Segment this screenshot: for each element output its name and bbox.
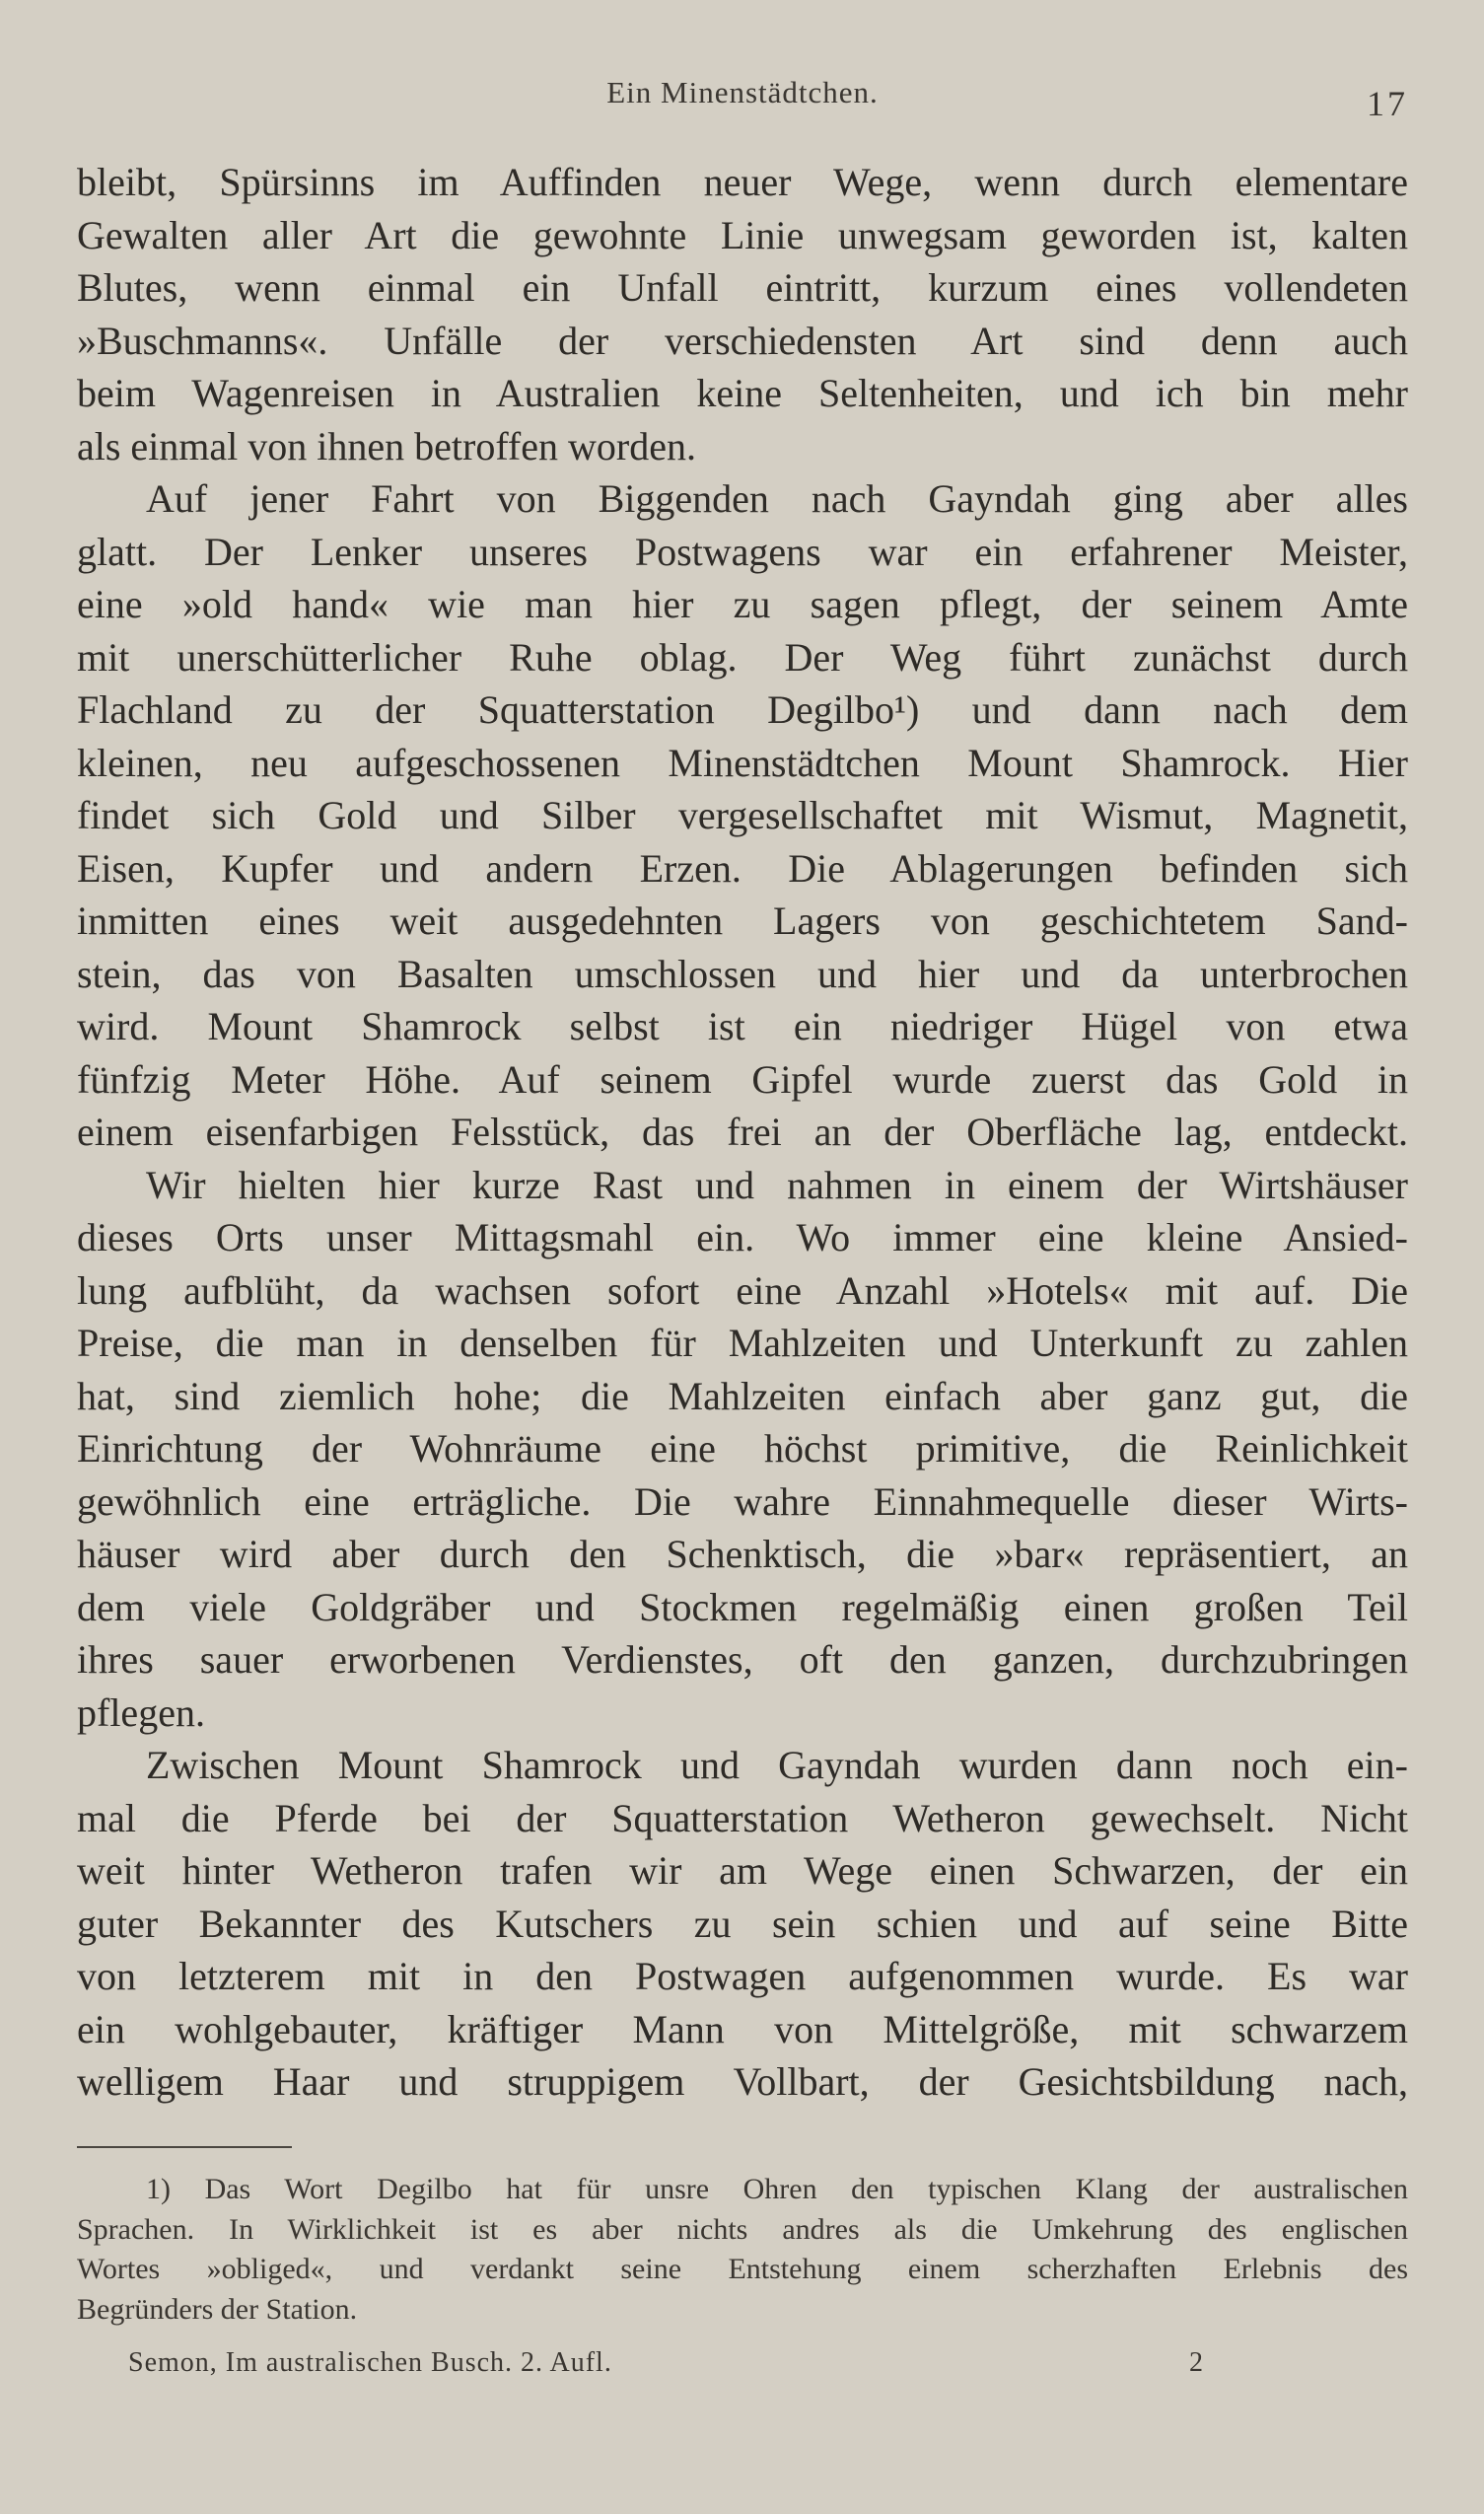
running-head: Ein Minenstädtchen. <box>606 75 879 109</box>
page-number: 17 <box>1367 84 1408 123</box>
text-line: mal die Pferde bei der Squatterstation Wetheron gewechselt. Nicht <box>77 1795 1408 1840</box>
printer-signature <box>128 2347 1203 2387</box>
text-line: eine »old hand« wie man hier zu sagen pflegt, der seinem Amte <box>77 582 1408 626</box>
text-line: dieses Orts unser Mittagsmahl ein. Wo immer eine kleine Ansied- <box>77 1215 1408 1259</box>
text-line: dem viele Goldgräber und Stockmen regelmäßig einen großen Teil <box>77 1584 1408 1629</box>
text-line: glatt. Der Lenker unseres Postwagens war ein erfahrener Meister, <box>77 529 1408 574</box>
footnote-line: 1) Das Wort Degilbo hat für unsre Ohren den typischen Klang der australischen <box>146 2173 1408 2205</box>
text-line: als einmal von ihnen betroffen worden. <box>77 423 696 468</box>
footnote-divider <box>77 2146 292 2148</box>
text-line: Auf jener Fahrt von Biggenden nach Gayndah ging aber alles <box>146 476 1408 521</box>
text-line: wird. Mount Shamrock selbst ist ein niedriger Hügel von etwa <box>77 1004 1408 1048</box>
text-line: mit unerschütterlicher Ruhe oblag. Der Weg führt zunächst durch <box>77 634 1408 680</box>
text-line: häuser wird aber durch den Schenktisch, die »bar« repräsentiert, an <box>77 1532 1408 1576</box>
footnote-line: Wortes »obliged«, und verdankt seine Entstehung einem scherzhaften Erlebnis des <box>77 2253 1408 2285</box>
text-line: fünfzig Meter Höhe. Auf seinem Gipfel wurde zuerst das Gold in <box>77 1056 1408 1102</box>
footnote <box>77 2170 1408 2330</box>
text-line: beim Wagenreisen in Australien keine Seltenheiten, und ich bin mehr <box>77 371 1408 415</box>
text-line: kleinen, neu aufgeschossenen Minenstädtchen Mount Shamrock. Hier <box>77 740 1408 785</box>
text-line: pflegen. <box>77 1689 205 1735</box>
text-line: Blutes, wenn einmal ein Unfall eintritt, kurzum eines vollendeten <box>77 265 1408 310</box>
text-line: lung aufblüht, da wachsen sofort eine Anzahl »Hotels« mit auf. Die <box>77 1267 1408 1313</box>
page-header <box>77 71 1408 123</box>
text-line: Eisen, Kupfer und andern Erzen. Die Ablagerungen befinden sich <box>77 845 1408 891</box>
text-line: inmitten eines weit ausgedehnten Lagers von geschichtetem Sand- <box>77 898 1408 943</box>
text-line: gewöhnlich eine erträgliche. Die wahre Einnahmequelle dieser Wirts- <box>77 1478 1408 1524</box>
text-line: Zwischen Mount Shamrock und Gayndah wurden dann noch ein- <box>146 1743 1408 1787</box>
text-line: findet sich Gold und Silber vergesellschaftet mit Wismut, Magnetit, <box>77 793 1408 837</box>
footnote-line: Sprachen. In Wirklichkeit ist es aber nichts andres als die Umkehrung des englischen <box>77 2212 1408 2246</box>
text-line: ihres sauer erworbenen Verdienstes, oft den ganzen, durchzubringen <box>77 1637 1408 1682</box>
text-line: Wir hielten hier kurze Rast und nahmen in einem der Wirtshäuser <box>146 1162 1408 1207</box>
text-line: »Buschmanns«. Unfälle der verschiedensten Art sind denn auch <box>77 318 1408 363</box>
signature-text: Semon, Im australischen Busch. 2. Aufl. <box>128 2347 612 2378</box>
footnote-line: Begründers der Station. <box>77 2292 358 2326</box>
text-line: bleibt, Spürsinns im Auffinden neuer Wege, wenn durch elementare <box>77 160 1408 204</box>
text-line: von letzterem mit in den Postwagen aufgenommen wurde. Es war <box>77 1954 1408 1998</box>
signature-mark: 2 <box>1189 2347 1203 2378</box>
text-line: stein, das von Basalten umschlossen und hier und da unterbrochen <box>77 951 1408 996</box>
text-line: welligem Haar und struppigem Vollbart, der Gesichtsbildung nach, <box>77 2059 1408 2104</box>
text-line: weit hinter Wetheron trafen wir am Wege einen Schwarzen, der ein <box>77 1848 1408 1893</box>
text-line: Preise, die man in denselben für Mahlzeiten und Unterkunft zu zahlen <box>77 1321 1408 1365</box>
body-text <box>77 156 1408 2109</box>
text-line: Flachland zu der Squatterstation Degilbo¹) und dann nach dem <box>77 687 1408 732</box>
text-line: einem eisenfarbigen Felsstück, das frei an der Oberfläche lag, entdeckt. <box>77 1110 1408 1154</box>
text-line: guter Bekannter des Kutschers zu sein schien und auf seine Bitte <box>77 1901 1408 1946</box>
text-line: Gewalten aller Art die gewohnte Linie unwegsam geworden ist, kalten <box>77 212 1408 257</box>
text-line: hat, sind ziemlich hohe; die Mahlzeiten einfach aber ganz gut, die <box>77 1373 1408 1418</box>
text-line: ein wohlgebauter, kräftiger Mann von Mittelgröße, mit schwarzem <box>77 2006 1408 2051</box>
text-line: Einrichtung der Wohnräume eine höchst primitive, die Reinlichkeit <box>77 1426 1408 1471</box>
